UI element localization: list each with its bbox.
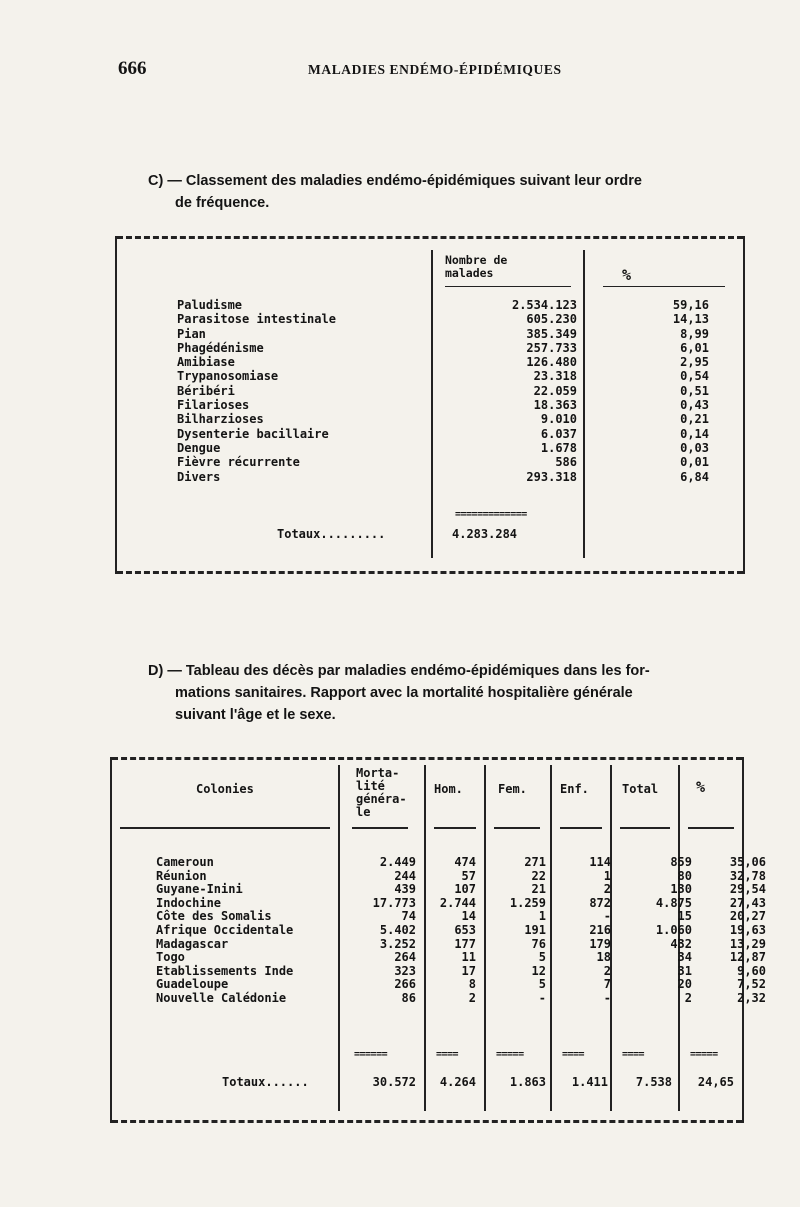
percent-value: 0,03	[680, 440, 709, 455]
men-deaths: 17	[461, 963, 476, 978]
total-separator: =====	[690, 1049, 718, 1060]
women-deaths: 22	[531, 868, 546, 883]
running-title: MALADIES ENDÉMO-ÉPIDÉMIQUES	[308, 62, 562, 77]
percent-value: 2,95	[680, 355, 709, 370]
general-mortality: 266	[394, 977, 416, 992]
children-deaths: 179	[589, 936, 611, 951]
total-deaths: 20	[677, 977, 692, 992]
mortality-header-line: généra-	[356, 792, 407, 806]
colony-name: Indochine	[156, 895, 222, 910]
table-top-rule	[112, 757, 742, 760]
general-mortality: 439	[394, 882, 416, 897]
general-mortality: 86	[401, 990, 416, 1005]
men-deaths: 2	[468, 990, 476, 1005]
percent-value: 0,01	[680, 455, 709, 470]
total-separator: ====	[622, 1049, 645, 1060]
header-underline	[620, 827, 670, 829]
header-underline	[494, 827, 540, 829]
percent-value: 9,60	[737, 963, 766, 978]
percent-value: 13,29	[729, 936, 766, 951]
total-deaths: 1.060	[655, 922, 692, 937]
men-deaths: 474	[454, 855, 476, 869]
table-top-rule	[117, 236, 743, 239]
section-c-heading-line: de fréquence.	[175, 195, 270, 211]
percent-value: 12,87	[729, 950, 766, 965]
colony-name: Guyane-Inini	[156, 882, 243, 897]
frequency-table	[115, 236, 745, 574]
percent-value: 2,32	[737, 990, 766, 1005]
total-label: Totaux.........	[277, 527, 386, 541]
total-deaths: 859	[670, 855, 692, 869]
percent-value: 0,21	[680, 412, 709, 427]
section-d-heading	[148, 660, 728, 726]
colony-name: Cameroun	[156, 855, 214, 869]
patient-count: 385.349	[526, 326, 577, 341]
men-deaths: 2.744	[439, 895, 476, 910]
total-deaths: 31	[677, 963, 692, 978]
header-underline	[445, 286, 571, 287]
patient-count: 22.059	[533, 383, 577, 398]
patient-count: 293.318	[526, 469, 577, 484]
patient-count: 126.480	[526, 355, 577, 370]
mortality-header-line: lité	[356, 779, 385, 793]
colony-name: Madagascar	[156, 936, 229, 951]
women-deaths: 1.259	[509, 895, 546, 910]
section-d-heading-line: suivant l'âge et le sexe.	[175, 707, 336, 723]
disease-label: Parasitose intestinale	[177, 312, 336, 327]
children-deaths: 216	[589, 922, 611, 937]
total-women-deaths: 1.863	[509, 1075, 546, 1089]
general-mortality: 264	[394, 950, 416, 965]
total-deaths: 130	[670, 882, 692, 897]
women-deaths: 271	[524, 855, 546, 869]
total-separator: =====	[496, 1049, 524, 1060]
page-header	[118, 58, 730, 84]
disease-label: Divers	[177, 469, 221, 484]
percent-value: 8,99	[680, 326, 709, 341]
header-underline	[603, 286, 725, 287]
percent-value: 0,54	[680, 369, 709, 384]
children-deaths: 7	[603, 977, 611, 992]
column-divider	[431, 250, 433, 558]
women-deaths: 5	[538, 950, 546, 965]
women-deaths: 191	[524, 922, 546, 937]
column-divider	[550, 765, 552, 1111]
children-deaths: -	[603, 990, 611, 1005]
colony-name: Nouvelle Calédonie	[156, 990, 287, 1005]
children-header: Enf.	[560, 782, 589, 796]
general-mortality: 17.773	[372, 895, 416, 910]
count-header-line: malades	[445, 266, 494, 280]
patient-count: 6.037	[540, 426, 577, 441]
header-underline	[352, 827, 408, 829]
children-deaths: 2	[603, 882, 611, 897]
men-deaths: 57	[461, 868, 476, 883]
section-c-heading	[148, 170, 728, 214]
disease-label: Dysenterie bacillaire	[177, 426, 329, 441]
men-deaths: 11	[461, 950, 476, 965]
patient-count: 2.534.123	[511, 298, 577, 312]
percent-value: 19,63	[729, 922, 766, 937]
total-separator: ======	[354, 1049, 388, 1060]
disease-label: Trypanosomiase	[177, 369, 279, 384]
disease-label: Fièvre récurrente	[177, 455, 300, 470]
women-deaths: 21	[531, 882, 546, 897]
children-deaths: 114	[589, 855, 611, 869]
total-children-deaths: 1.411	[571, 1075, 608, 1089]
disease-label: Phagédénisme	[177, 340, 264, 355]
deaths-table	[110, 757, 766, 1123]
disease-label: Paludisme	[177, 298, 243, 312]
total-separator: =============	[455, 509, 527, 520]
men-deaths: 8	[468, 977, 476, 992]
patient-count: 605.230	[526, 312, 577, 327]
percent-value: 0,14	[680, 426, 709, 441]
mortality-header-line: le	[356, 805, 371, 819]
section-d-heading-line: mations sanitaires. Rapport avec la mortalité hospitalière générale	[175, 685, 633, 701]
patient-count: 9.010	[540, 412, 577, 427]
page-number: 666	[118, 58, 147, 79]
total-value: 4.283.284	[452, 527, 518, 541]
percent-value: 59,16	[672, 298, 709, 312]
disease-label: Filarioses	[177, 398, 250, 413]
women-deaths: 1	[538, 909, 546, 924]
general-mortality: 74	[401, 909, 416, 924]
disease-label: Béribéri	[177, 383, 235, 398]
total-deaths: 80	[677, 868, 692, 883]
general-mortality: 3.252	[379, 936, 416, 951]
colony-name: Togo	[156, 950, 185, 965]
disease-label: Dengue	[177, 440, 221, 455]
colonies-header: Colonies	[196, 782, 254, 796]
column-divider	[583, 250, 585, 558]
header-underline	[434, 827, 476, 829]
percent-value: 20,27	[729, 909, 766, 924]
count-header-line: Nombre de	[445, 253, 508, 267]
percent-value: 27,43	[729, 895, 766, 910]
children-deaths: 2	[603, 963, 611, 978]
percent-value: 0,51	[680, 383, 709, 398]
colony-name: Réunion	[156, 868, 207, 883]
patient-count: 23.318	[533, 369, 577, 384]
general-mortality: 244	[394, 868, 416, 883]
women-deaths: -	[538, 990, 546, 1005]
percent-header: %	[696, 778, 706, 796]
men-deaths: 14	[461, 909, 476, 924]
header-underline	[120, 827, 330, 829]
table-bottom-rule	[112, 1120, 742, 1123]
total-percent: 24,65	[697, 1075, 734, 1089]
total-deaths: 4.875	[655, 895, 692, 910]
colony-name: Guadeloupe	[156, 977, 229, 992]
general-mortality: 5.402	[379, 922, 416, 937]
men-header: Hom.	[434, 782, 463, 796]
percent-value: 29,54	[729, 882, 766, 897]
disease-label: Pian	[177, 326, 206, 341]
colony-name: Afrique Occidentale	[156, 922, 294, 937]
section-d-heading-line: D) — Tableau des décès par maladies endémo-épidémiques dans les for-	[148, 663, 650, 679]
percent-value: 6,01	[680, 340, 709, 355]
general-mortality: 323	[394, 963, 416, 978]
patient-count: 257.733	[526, 340, 577, 355]
children-deaths: -	[603, 909, 611, 924]
colony-name: Côte des Somalis	[156, 909, 272, 924]
section-c-heading-line: C) — Classement des maladies endémo-épidémiques suivant leur ordre	[148, 173, 642, 189]
total-men-deaths: 4.264	[439, 1075, 476, 1089]
men-deaths: 653	[454, 922, 476, 937]
percent-value: 32,78	[729, 868, 766, 883]
header-underline	[688, 827, 734, 829]
percent-value: 0,43	[680, 398, 709, 413]
women-header: Fem.	[498, 782, 527, 796]
table-bottom-rule	[117, 571, 743, 574]
patient-count: 586	[555, 455, 577, 470]
percent-value: 6,84	[680, 469, 709, 484]
count-column-header	[445, 254, 507, 280]
general-mortality: 2.449	[379, 855, 416, 869]
disease-label: Bilharzioses	[177, 412, 264, 427]
total-deaths-sum: 7.538	[635, 1075, 672, 1089]
percent-value: 7,52	[737, 977, 766, 992]
total-deaths: 15	[677, 909, 692, 924]
total-deaths: 432	[670, 936, 692, 951]
patient-count: 18.363	[533, 398, 577, 413]
mortality-header-line: Morta-	[356, 766, 400, 780]
mortality-header	[356, 767, 407, 819]
colony-name: Etablissements Inde	[156, 963, 294, 978]
women-deaths: 76	[531, 936, 546, 951]
children-deaths: 872	[589, 895, 611, 910]
header-underline	[560, 827, 602, 829]
total-general-mortality: 30.572	[372, 1075, 416, 1089]
totals-label: Totaux......	[222, 1075, 309, 1089]
children-deaths: 18	[596, 950, 611, 965]
women-deaths: 12	[531, 963, 546, 978]
percent-value: 14,13	[672, 312, 709, 327]
percent-column-header: %	[622, 266, 632, 284]
total-separator: ====	[436, 1049, 459, 1060]
patient-count: 1.678	[540, 440, 577, 455]
total-deaths: 34	[677, 950, 692, 965]
men-deaths: 177	[454, 936, 476, 951]
percent-value: 35,06	[729, 855, 766, 869]
total-separator: ====	[562, 1049, 585, 1060]
total-header: Total	[622, 782, 659, 796]
disease-label: Amibiase	[177, 355, 235, 370]
men-deaths: 107	[454, 882, 476, 897]
total-deaths: 2	[684, 990, 692, 1005]
children-deaths: 1	[603, 868, 611, 883]
women-deaths: 5	[538, 977, 546, 992]
